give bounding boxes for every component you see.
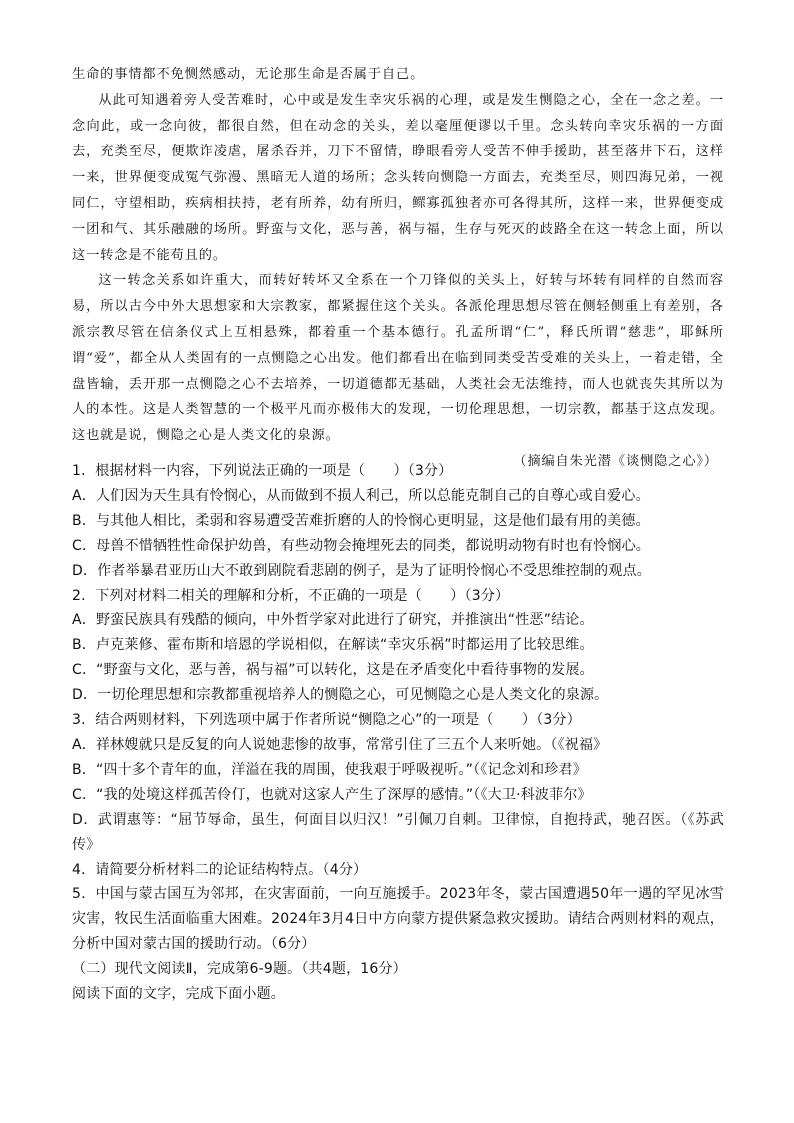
question-1-stem: 1．根据材料一内容，下列说法正确的一项是（ ）（3分） bbox=[72, 463, 453, 479]
passage-source: （摘编自朱光潜《谈恻隐之心》） bbox=[513, 453, 718, 469]
question-3-option-c: C．“我的处境这样孤苦伶仃，也就对这家人产生了深厚的感情。”（《大卫·科波菲尔》 bbox=[72, 786, 592, 803]
reading-instruction: 阅读下面的文字，完成下面小题。 bbox=[72, 986, 285, 1003]
question-3-option-d: D．武谓惠等：“屈节辱命，虽生，何面目以归汉！”引佩刀自刺。卫律惊，自抱持武，驰召医。（《苏武传》 bbox=[72, 811, 724, 853]
question-5-stem: 5．中国与蒙古国互为邻邦，在灾害面前，一向互施援手。2023年冬，蒙古国遭遇50年一遇的罕见冰雪灾害，牧民生活面临重大困难。2024年3月4日中方向蒙方提供紧急救灾援助。请结合两则材料的观点，分析中国对蒙古国的援助行动。（6分） bbox=[72, 886, 724, 953]
question-3-option-a: A．祥林嫂就只是反复的向人说她悲惨的故事，常常引住了三五个人来听她。（《祝福》 bbox=[72, 736, 608, 753]
reading-passage bbox=[72, 62, 724, 475]
section-heading: （二）现代文阅读Ⅱ，完成第6-9题。（共4题，16分） bbox=[72, 961, 407, 978]
question-1-option-c: C．母兽不惜牺牲性命保护幼兽，有些动物会掩埋死去的同类，都说明动物有时也有怜悯心。 bbox=[72, 537, 650, 554]
question-1-option-d: D．作者举暴君亚历山大不敢到剧院看悲剧的例子，是为了证明怜悯心不受思维控制的观点。 bbox=[72, 562, 651, 579]
question-2-option-a: A．野蛮民族具有残酷的倾向，中外哲学家对此进行了研究，并推演出“性恶”结论。 bbox=[72, 612, 594, 629]
passage-paragraph: 这一转念关系如许重大，而转好转坏又全系在一个刀锋似的关头上，好转与坏转有同样的自然而容易，所以古今中外大思想家和大宗教家，都紧握住这个关头。各派伦理思想尽管在侧轻侧重上有差别，各派宗教尽管在信条仪式上互相悬殊，都着重一个基本德行。孔孟所谓“仁”，释氏所谓“慈悲”，耶稣所谓“爱”，都全从人类固有的一点恻隐之心出发。他们都看出在临到同类受苦受难的关头上，一着走错，全盘皆输，丢开那一点恻隐之心不去培养，一切道德都无基础，人类社会无法维持，而人也就丧失其所以为人的本性。这是人类智慧的一个极平凡而亦极伟大的发现，一切伦理思想，一切宗教，都基于这点发现。这也就是说，恻隐之心是人类文化的泉源。 bbox=[72, 273, 724, 444]
passage-paragraph: 从此可知遇着旁人受苦难时，心中或是发生幸灾乐祸的心理，或是发生恻隐之心，全在一念之差。一念向此，或一念向彼，都很自然，但在动念的关头，差以毫厘便谬以千里。念头转向幸灾乐祸的一方面去，充类至尽，便欺诈凌虐，屠杀吞并，刀下不留情，睁眼看旁人受苦不伸手援助，甚至落井下石，这样一来，世界便变成冤气弥漫、黑暗无人道的场所；念头转向恻隐一方面去，充类至尽，则四海兄弟，一视同仁，守望相助，疾病相扶持，老有所养，幼有所归，鳏寡孤独者亦可各得其所，这样一来，世界便变成一团和气、其乐融融的场所。野蛮与文化，恶与善，祸与福，生存与死灭的歧路全在这一转念上面，所以这一转念是不能苟且的。 bbox=[72, 92, 724, 263]
question-1-option-b: B．与其他人相比，柔弱和容易遭受苦难折磨的人的怜悯心更明显，这是他们最有用的美德。 bbox=[72, 512, 650, 529]
question-2-option-c: C．“野蛮与文化，恶与善，祸与福”可以转化，这是在矛盾变化中看待事物的发展。 bbox=[72, 662, 594, 679]
question-1-option-a: A．人们因为天生具有怜悯心，从而做到不损人利己，所以总能克制自己的自尊心或自爱心。 bbox=[72, 487, 650, 504]
question-list bbox=[72, 459, 724, 1007]
question-2-option-b: B．卢克莱修、霍布斯和培恩的学说相似，在解读“幸灾乐祸”时都运用了比较思维。 bbox=[72, 637, 594, 654]
question-3-option-b: B．“四十多个青年的血，洋溢在我的周围，使我艰于呼吸视听。”（《记念刘和珍君》 bbox=[72, 761, 587, 778]
question-3-stem: 3．结合两则材料，下列选项中属于作者所说“恻隐之心”的一项是（ ）（3分） bbox=[72, 712, 581, 729]
question-2-option-d: D．一切伦理思想和宗教都重视培养人的恻隐之心，可见恻隐之心是人类文化的泉源。 bbox=[72, 687, 609, 704]
passage-paragraph: 生命的事情都不免恻然感动，无论那生命是否属于自己。 bbox=[72, 67, 425, 82]
question-2-stem: 2．下列对材料二相关的理解和分析，不正确的一项是（ ）（3分） bbox=[72, 587, 510, 604]
question-4-stem: 4．请简要分析材料二的论证结构特点。（4分） bbox=[72, 861, 368, 878]
